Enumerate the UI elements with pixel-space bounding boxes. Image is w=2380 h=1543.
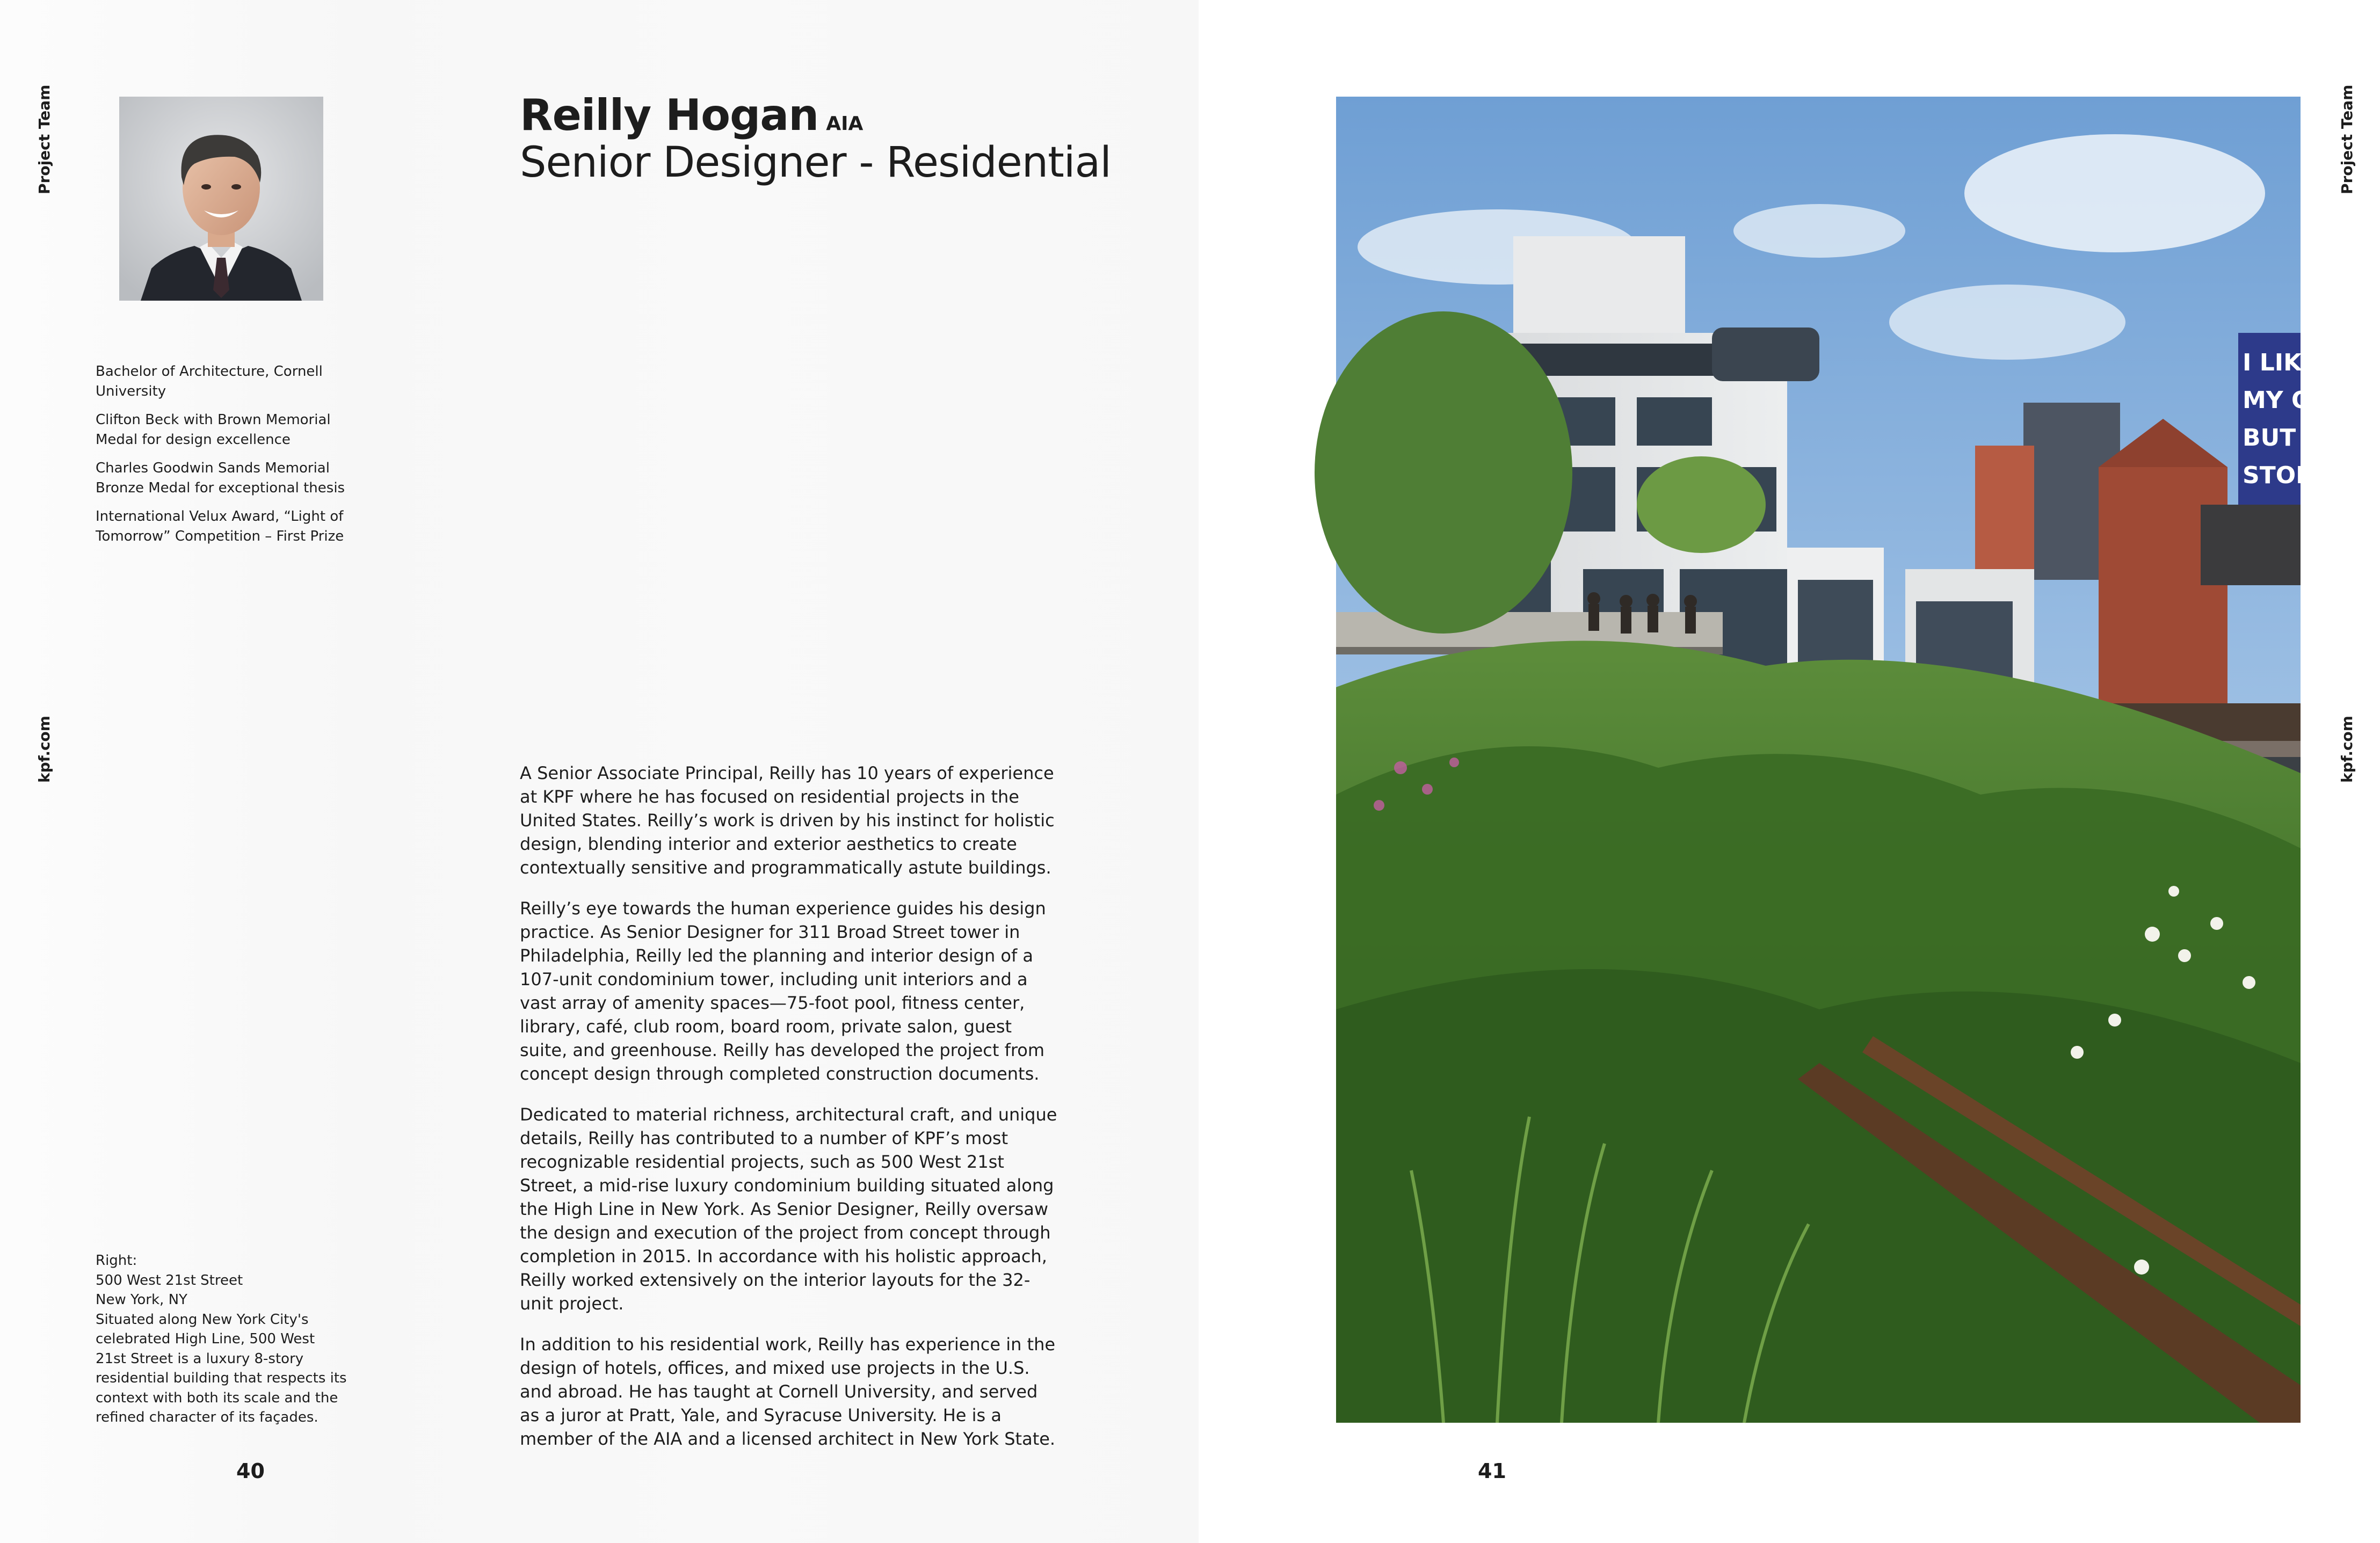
person-name: Reilly Hogan	[520, 90, 819, 140]
bio-paragraph: Reilly’s eye towards the human experience guides his design practice. As Senior Designer for 311 Broad Street tower in Philadelphia, Reilly led the planning and interior design of a 107-unit condominium tower, including unit interiors and a vast array of amenity spaces—75-foot pool, fitness center, library, café, club room, board room, private salon, guest suite, and greenhouse. Reilly has developed the project from concept design through completed construction documents.	[520, 898, 1046, 1084]
side-label-project-team: Project Team	[35, 84, 53, 194]
credential-item: Charles Goodwin Sands Memorial Bronze Medal for exceptional thesis	[96, 460, 345, 496]
caption-label: Right:	[96, 1253, 137, 1269]
bio-paragraph: In addition to his residential work, Reilly has experience in the design of hotels, offices, and mixed use projects in the U.S. and abroad. He has taught at Cornell University, and served as a juror at Pratt, Yale, and Syracuse University. He is a member of the AIA and a licensed architect in New York State.	[520, 1334, 1056, 1449]
person-designation: AIA	[826, 113, 864, 135]
billboard-text: MY OWN	[2243, 387, 2357, 414]
credentials-list	[96, 362, 364, 555]
credential-item: Bachelor of Architecture, Cornell University	[96, 363, 323, 399]
side-label-project-team-right: Project Team	[2338, 84, 2356, 194]
person-portrait-icon	[119, 97, 323, 301]
billboard-text: BUT I LO	[2243, 424, 2356, 452]
person-name-heading	[520, 90, 863, 140]
credential-item: International Velux Award, “Light of Tomorrow” Competition – First Prize	[96, 508, 344, 544]
billboard-text: STORAGE	[2243, 462, 2368, 489]
biography	[520, 761, 1062, 1468]
page-number-left: 40	[236, 1459, 265, 1483]
side-label-website-right: kpf.com	[2338, 716, 2356, 783]
side-label-website: kpf.com	[35, 716, 53, 783]
bio-paragraph: Dedicated to material richness, architectural craft, and unique details, Reilly has contributed to a number of KPF’s most recognizable residential projects, such as 500 West 21st Street, a mid-rise luxury condominium building situated along the High Line in New York. As Senior Designer, Reilly oversaw the design and execution of the project from concept through completion in 2015. In accordance with his holistic approach, Reilly worked extensively on the interior layouts for the 32-unit project.	[520, 1104, 1057, 1314]
bio-paragraph: A Senior Associate Principal, Reilly has 10 years of experience at KPF where he has focused on residential projects in the United States. Reilly’s work is driven by his instinct for holistic design, blending interior and exterior aesthetics to create contextually sensitive and programmatically astute buildings.	[520, 763, 1055, 878]
person-job-title: Senior Designer - Residential	[520, 139, 1111, 187]
billboard-text: I LIKE BE	[2243, 349, 2361, 376]
caption-description: Situated along New York City's celebrated High Line, 500 West 21st Street is a luxury 8-story residential building that respects its context with both its scale and the refined character of its façades.	[96, 1311, 347, 1425]
caption-project: 500 West 21st Street	[96, 1272, 243, 1289]
page-number-right: 41	[1478, 1459, 1506, 1483]
credential-item: Clifton Beck with Brown Memorial Medal for design excellence	[96, 412, 331, 448]
caption-location: New York, NY	[96, 1292, 187, 1308]
photo-caption	[96, 1251, 348, 1428]
